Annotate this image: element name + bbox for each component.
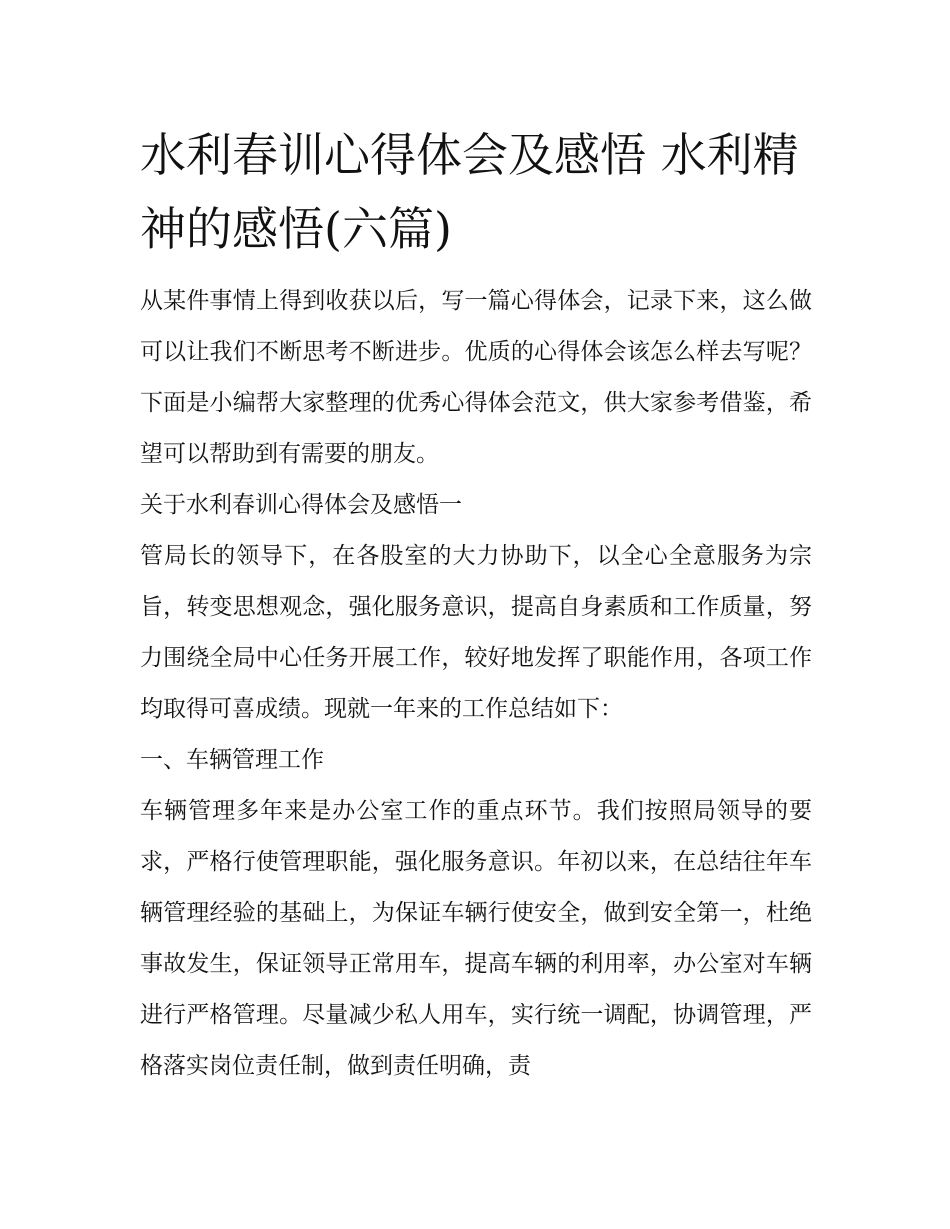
body-paragraph: 管局长的领导下，在各股室的大力协助下，以全心全意服务为宗旨，转变思想观念，强化服务意识，提高自身素质和工作质量，努力围绕全局中心任务开展工作，较好地发挥了职能作用，各项工作均取得可喜成绩。现就一年来的工作总结如下： — [140, 543, 812, 722]
intro-paragraph: 从某件事情上得到收获以后，写一篇心得体会，记录下来，这么做可以让我们不断思考不断进步。优质的心得体会该怎么样去写呢？下面是小编帮大家整理的优秀心得体会范文，供大家参考借鉴，希望可以帮助到有需要的朋友。 — [140, 288, 812, 467]
body-paragraph: 车辆管理多年来是办公室工作的重点环节。我们按照局领导的要求，严格行使管理职能，强化服务意识。年初以来，在总结往年车辆管理经验的基础上，为保证车辆行使安全，做到安全第一，杜绝事故发生，保证领导正常用车，提高车辆的利用率，办公室对车辆进行严格管理。尽量减少私人用车，实行统一调配，协调管理，严格落实岗位责任制，做到责任明确，责 — [140, 798, 812, 1079]
section-heading-part-one: 关于水利春训心得体会及感悟一 — [140, 492, 462, 518]
document-page — [140, 118, 812, 1092]
section-heading-vehicle-management: 一、车辆管理工作 — [140, 747, 324, 773]
document-title: 水利春训心得体会及感悟 水利精神的感悟(六篇) — [140, 128, 799, 256]
